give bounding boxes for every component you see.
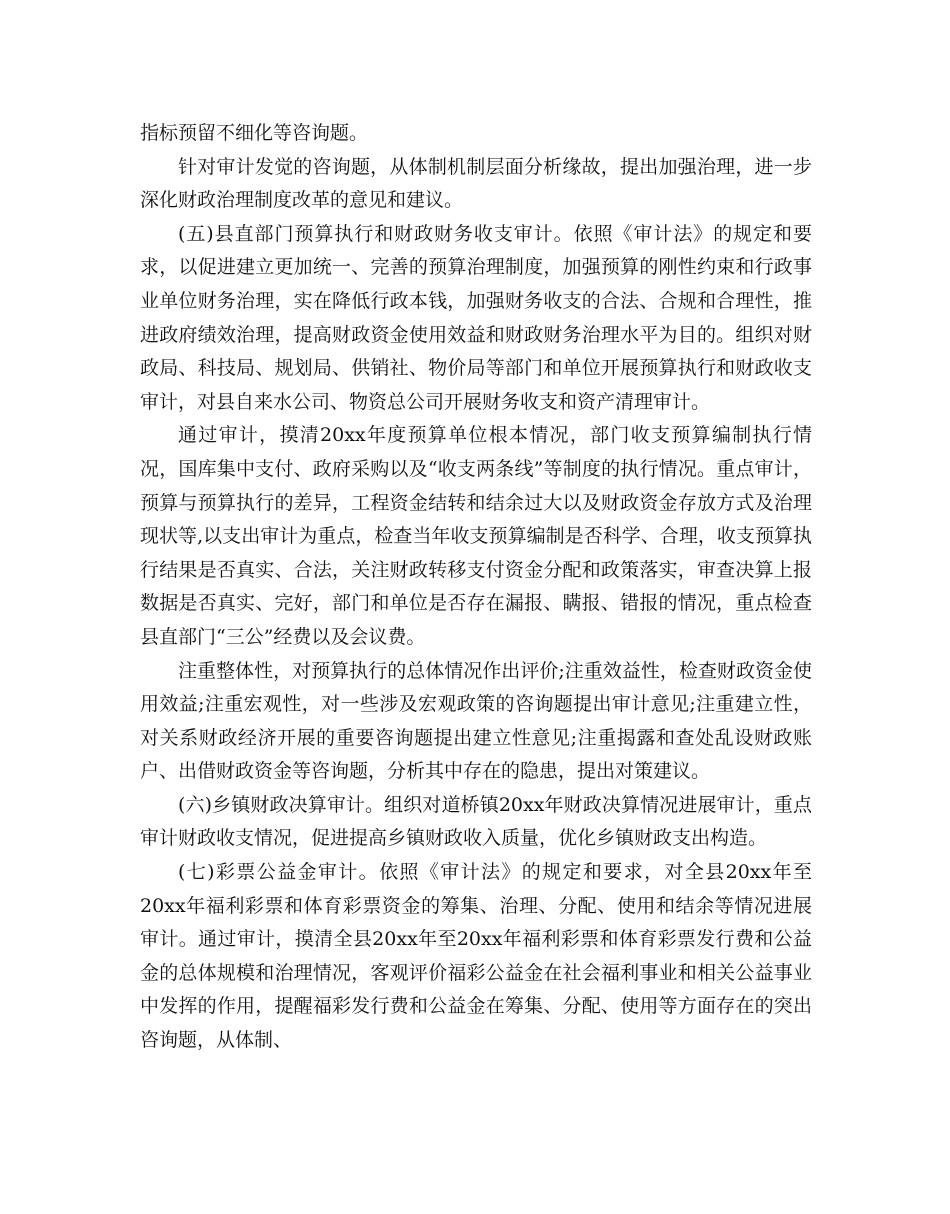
paragraph-6: (六)乡镇财政决算审计。组织对道桥镇20xx年财政决算情况进展审计，重点审计财政收支情况，促进提高乡镇财政收入质量，优化乡镇财政支出构造。 xyxy=(140,793,812,850)
paragraph-4: 通过审计，摸清20xx年度预算单位根本情况，部门收支预算编制执行情况，国库集中支付、政府采购以及“收支两条线”等制度的执行情况。重点审计，预算与预算执行的差异，工程资金结转和结余过大以及财政资金存放方式及治理现状等,以支出审计为重点，检查当年收支预算编制是否科学、合理，收支预算执行结果是否真实、合法，关注财政转移支付资金分配和政策落实，审查决算上报数据是否真实、完好，部门和单位是否存在漏报、瞒报、错报的情况，重点检查县直部门“三公”经费以及会议费。 xyxy=(140,424,812,648)
paragraph-1: 指标预留不细化等咨询题。 xyxy=(140,122,369,144)
paragraph-3: (五)县直部门预算执行和财政财务收支审计。依照《审计法》的规定和要求，以促进建立更加统一、完善的预算治理制度，加强预算的刚性约束和行政事业单位财务治理，实在降低行政本钱，加强财务收支的合法、合规和合理性，推进政府绩效治理，提高财政资金使用效益和财政财务治理水平为目的。组织对财政局、科技局、规划局、供销社、物价局等部门和单位开展预算执行和财政收支审计，对县自来水公司、物资总公司开展财务收支和资产清理审计。 xyxy=(140,222,812,413)
paragraph-5: 注重整体性，对预算执行的总体情况作出评价;注重效益性，检查财政资金使用效益;注重宏观性，对一些涉及宏观政策的咨询题提出审计意见;注重建立性，对关系财政经济开展的重要咨询题提出建立性意见;注重揭露和查处乱设财政账户、出借财政资金等咨询题，分析其中存在的隐患，提出对策建议。 xyxy=(140,659,812,783)
document-body xyxy=(140,117,812,1058)
paragraph-2: 针对审计发觉的咨询题，从体制机制层面分析缘故，提出加强治理，进一步深化财政治理制度改革的意见和建议。 xyxy=(140,155,812,212)
paragraph-7: (七)彩票公益金审计。依照《审计法》的规定和要求，对全县20xx年至20xx年福利彩票和体育彩票资金的筹集、治理、分配、使用和结余等情况进展审计。通过审计，摸清全县20xx年至20xx年福利彩票和体育彩票发行费和公益金的总体规模和治理情况，客观评价福彩公益金在社会福利事业和相关公益事业中发挥的作用，提醒福彩发行费和公益金在筹集、分配、使用等方面存在的突出咨询题，从体制、 xyxy=(140,861,812,1052)
